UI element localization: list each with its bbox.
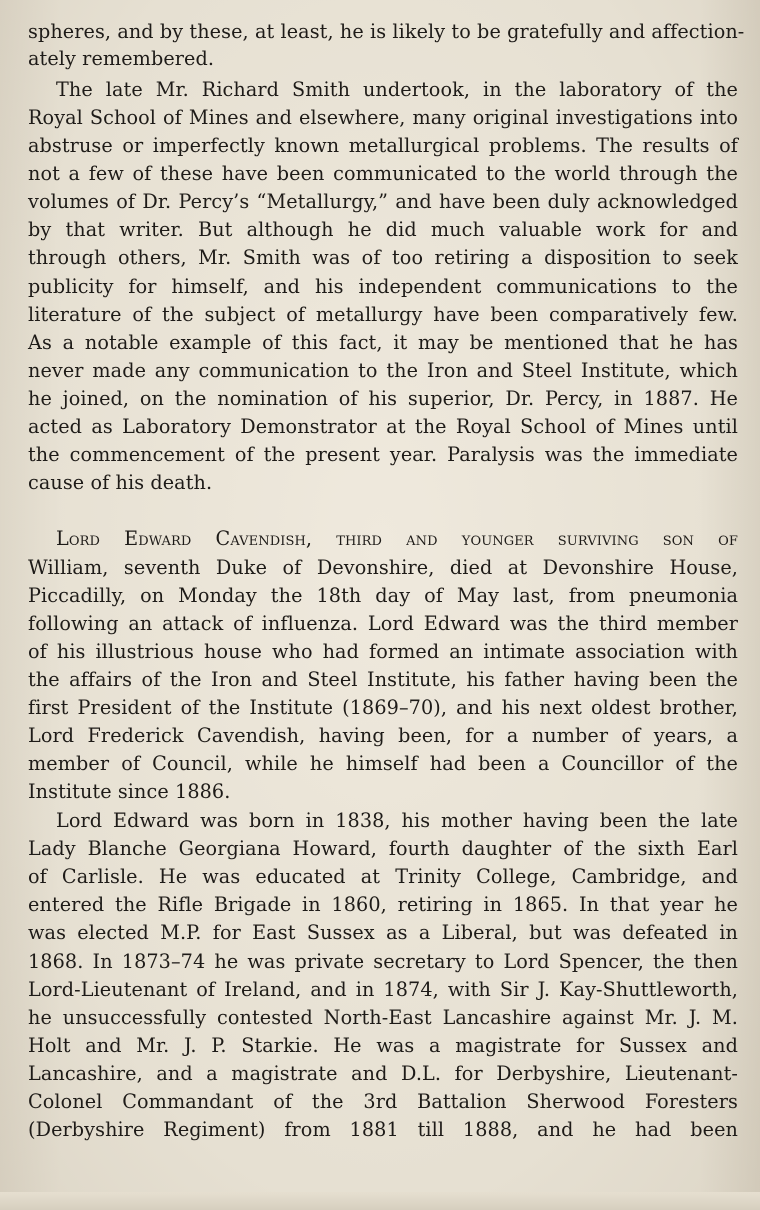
text-line: of his illustrious house who had formed an intimate association with (28, 640, 738, 663)
text-line: the commencement of the present year. Paralysis was the immediate (28, 443, 738, 466)
text-line: of Carlisle. He was educated at Trinity College, Cambridge, and (28, 865, 738, 888)
text-line: he unsuccessfully contested North-East Lancashire against Mr. J. M. (28, 1006, 738, 1029)
text-line: Lord-Lieutenant of Ireland, and in 1874, with Sir J. Kay-Shuttleworth, (28, 978, 738, 1001)
text-line: Royal School of Mines and elsewhere, many original investigations into (28, 106, 738, 129)
paragraph-start-line: Lord Edward was born in 1838, his mother having been the late (56, 809, 738, 832)
text-line: Institute since 1886. (28, 780, 231, 803)
text-line: was elected M.P. for East Sussex as a Liberal, but was defeated in (28, 921, 738, 944)
text-line: he joined, on the nomination of his superior, Dr. Percy, in 1887. He (28, 387, 738, 410)
text-line: following an attack of influenza. Lord Edward was the third member (28, 612, 738, 635)
text-line: never made any communication to the Iron and Steel Institute, which (28, 359, 738, 382)
text-line: Colonel Commandant of the 3rd Battalion Sherwood Foresters (28, 1090, 738, 1113)
text-line: 1868. In 1873–74 he was private secretary to Lord Spencer, the then (28, 950, 738, 973)
text-line: William, seventh Duke of Devonshire, died at Devonshire House, (28, 556, 738, 579)
text-line: by that writer. But although he did much valuable work for and (28, 218, 738, 241)
page-bottom-shadow (0, 1192, 760, 1210)
paragraph-start-line: The late Mr. Richard Smith undertook, in the laboratory of the (56, 78, 738, 101)
text-line: volumes of Dr. Percy’s “Metallurgy,” and have been duly acknowledged (28, 190, 738, 213)
text-line: Lady Blanche Georgiana Howard, fourth daughter of the sixth Earl (28, 837, 738, 860)
text-line: spheres, and by these, at least, he is likely to be gratefully and affection- (28, 20, 745, 43)
text-line: the affairs of the Iron and Steel Institute, his father having been the (28, 668, 738, 691)
text-line: Lancashire, and a magistrate and D.L. for Derbyshire, Lieutenant- (28, 1062, 738, 1085)
text-line: Lord Frederick Cavendish, having been, for a number of years, a (28, 724, 738, 747)
paragraph-start-line: Lord Edward Cavendish, third and younger surviving son of (56, 527, 738, 550)
text-line: not a few of these have been communicated to the world through the (28, 162, 738, 185)
text-line: (Derbyshire Regiment) from 1881 till 1888, and he had been (28, 1118, 738, 1141)
text-line: cause of his death. (28, 471, 213, 494)
text-line: through others, Mr. Smith was of too retiring a disposition to seek (28, 246, 738, 269)
text-line: first President of the Institute (1869–70), and his next oldest brother, (28, 696, 738, 719)
text-line: acted as Laboratory Demonstrator at the Royal School of Mines until (28, 415, 738, 438)
text-line: ately remembered. (28, 47, 215, 70)
text-line: As a notable example of this fact, it may be mentioned that he has (28, 331, 738, 354)
text-line: literature of the subject of metallurgy have been comparatively few. (28, 303, 738, 326)
text-line: Piccadilly, on Monday the 18th day of May last, from pneumonia (28, 584, 738, 607)
text-line: member of Council, while he himself had been a Councillor of the (28, 752, 738, 775)
text-line: entered the Rifle Brigade in 1860, retiring in 1865. In that year he (28, 893, 738, 916)
text-line: publicity for himself, and his independent communications to the (28, 275, 738, 298)
text-line: abstruse or imperfectly known metallurgical problems. The results of (28, 134, 738, 157)
text-line: Holt and Mr. J. P. Starkie. He was a magistrate for Sussex and (28, 1034, 738, 1057)
